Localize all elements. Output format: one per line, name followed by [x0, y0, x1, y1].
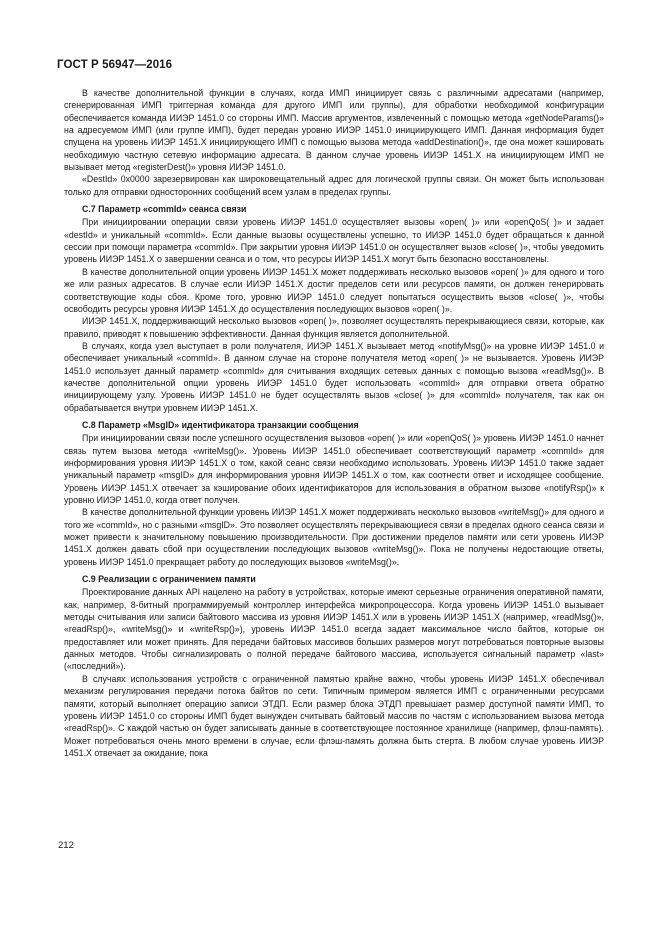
paragraph: При инициировании связи после успешного осуществления вызовов «open( )» или «openQoS( )» уровень ИИЭР 1451.0 начнет связь путем вызова метода «writeMsg()». Уровень ИИЭР 1451.0 обеспечивает соответствующий параметр «commId» для информирования уровня ИИЭР 1451.X о том, какой сеанс связи необходимо использовать. Уровень ИИЭР 1451.0 также задает уникальный параметр «msgID» для информирования уровня ИИЭР 1451.X о том, как соотнести ответ и исходящее сообщение. Уровень ИИЭР 1451.X отвечает за кэширование обоих идентификаторов для использования в обратном вызове «notifyRsp()» к уровню ИИЭР 1451.0, когда ответ получен.: [64, 433, 604, 505]
page-number: 212: [58, 840, 74, 851]
paragraph: В случаях использования устройств с ограниченной памятью крайне важно, чтобы уровень ИИЭР 1451.X обеспечивал механизм регулирования передачи потока байтов по сети. Типичным примером является ИМП с ограниченными ресурсами памяти, который выполняет операцию записи ЭТДП. Если размер блока ЭТДП превышает размер доступной памяти ИМП, то уровень ИИЭР 1451.0 со стороны ИМП будет вынужден считывать байтовый массив по частям с использованием вызова метода «readRsp()». С каждой частью он будет записывать данные в соответствующее постоянное хранилище (например, флэш-память). Может потребоваться очень много времени в случае, если флэш-память должна быть стерта. В любом случае уровень ИИЭР 1451.X отвечает за ожидание, пока: [64, 673, 604, 758]
paragraph: При инициировании операции связи уровень ИИЭР 1451.0 осуществляет вызовы «open( )» или «openQoS( )» и задает «destId» и уникальный «commId». Если данные вызовы осуществлены успешно, то ИИЭР 1451.0 будет обращаться к данной сессии при помощи параметра «commId». При закрытии уровня ИИЭР 1451.0 он осуществляет вызов «close( )», чтобы уведомить уровень ИИЭР 1451.X о завершении сеанса и о том, что ресурсы ИИЭР 1451.X могут быть безопасно восстановлены.: [64, 217, 604, 265]
paragraph: В качестве дополнительной функции уровень ИИЭР 1451.X может поддерживать несколько вызовов «writeMsg()» для одного и того же «commId», но с разными «msgID». Это позволяет осуществлять перекрывающиеся связи в пределах одного сеанса связи и может привести к значительному повышению производительности. При достижении пределов памяти или сети уровень ИИЭР 1451.X должен давать сбой при осуществлении последующих вызовов «writeMsg()». Пока не получены недостающие ответы, уровень ИИЭР 1451.0 прекращает работу до последующих вызовов «writeMsg()».: [64, 507, 604, 567]
paragraph: В случаях, когда узел выступает в роли получателя, ИИЭР 1451.X вызывает метод «notifyMsg()» на уровне ИИЭР 1451.0 и обеспечивает уникальный «commId». В данном случае на стороне получателя метод «open( )» не вызывается. Уровень ИИЭР 1451.0 использует данный параметр «commId» для считывания входящих сетевых данных с помощью вызова «readMsg()». В качестве дополнительной опции уровень ИИЭР 1451.0 будет использовать «commId» для отправки ответа обратно инициирующему узлу. Уровень ИИЭР 1451.0 не будет осуществлять вызов «close( )» для «commId» получателя, так как он обрабатывается внутри уровнем ИИЭР 1451.X.: [64, 340, 604, 413]
paragraph: Проектирование данных API нацелено на работу в устройствах, которые имеют серьезные ограничения оперативной памяти, как, например, 8-битный программируемый контроллер интерфейса микропроцессора. Когда уровень ИИЭР 1451.0 вызывает методы считывания или записи байтового массива из уровня ИИЭР 1451.X или в уровень ИИЭР 1451.X (например, «readMsg()», «readRsp()», «writeMsg()» и «writeRsp()»), уровень ИИЭР 1451.0 всегда задает максимальное число байтов, которые он предоставляет или может принять. Для передачи байтовых массивов больших размеров могут потребоваться повторные вызовы данных методов. Чтобы сигнализировать о полной передаче байтового массива, используется сигнальный параметр «last» («последний»).: [64, 587, 604, 672]
paragraph: В качестве дополнительной функции в случаях, когда ИМП инициирует связь с различными адресатами (например, сгенерированная ИМП триггерная команда для другого ИМП или группы), для обработки необходимой конфигурации обеспечивается команда ИИЭР 1451.0 со стороны ИМП. Массив аргументов, извлеченный с помощью метода «getNodeParams()» на адресуемом ИМП (или группе ИМП), будет передан уровню ИИЭР 1451.0 инициирующего ИМП. Данная информация будет спущена на уровень ИИЭР 1451.X инициирующего ИМП с помощью вызова метода «addDestination()», где она может кэшировать необходимую частную сетевую информацию адресата. В данном случае уровень ИИЭР 1451.X на инициирующем ИМП не вызывает метод «registerDest()» уровня ИИЭР 1451.0.: [64, 88, 604, 173]
paragraph: ИИЭР 1451.X, поддерживающий несколько вызовов «open( )», позволяет осуществлять перекрывающиеся связи, которые, как правило, приводят к повышению эффективности. Данная функция является дополнительной.: [64, 316, 604, 339]
document-body: [64, 87, 604, 759]
paragraph: «DestId» 0x0000 зарезервирован как широковещательный адрес для логической группы связи. Он может быть использован только для отправки односторонних сообщений всем узлам в пределах группы.: [64, 174, 604, 197]
page-header-standard-code: ГОСТ Р 56947—2016: [57, 59, 173, 71]
section-heading-c9: C.9 Реализации с ограничением памяти: [82, 574, 256, 585]
paragraph: В качестве дополнительной опции уровень ИИЭР 1451.X может поддерживать несколько вызовов «open( )» для одного и того же или разных адресатов. В случае если ИИЭР 1451.X достиг пределов сети или ресурсов памяти, он должен генерировать соответствующие коды сбоя. Кроме того, уровню ИИЭР 1451.0 следует попытаться осуществить вызов «close( )», чтобы освободить ресурсы уровня ИИЭР 1451.X до осуществления последующих вызовов «open( )».: [64, 266, 604, 314]
section-heading-c7: C.7 Параметр «commId» сеанса связи: [82, 204, 247, 215]
section-heading-c8: C.8 Параметр «MsgID» идентификатора транзакции сообщения: [82, 419, 359, 430]
